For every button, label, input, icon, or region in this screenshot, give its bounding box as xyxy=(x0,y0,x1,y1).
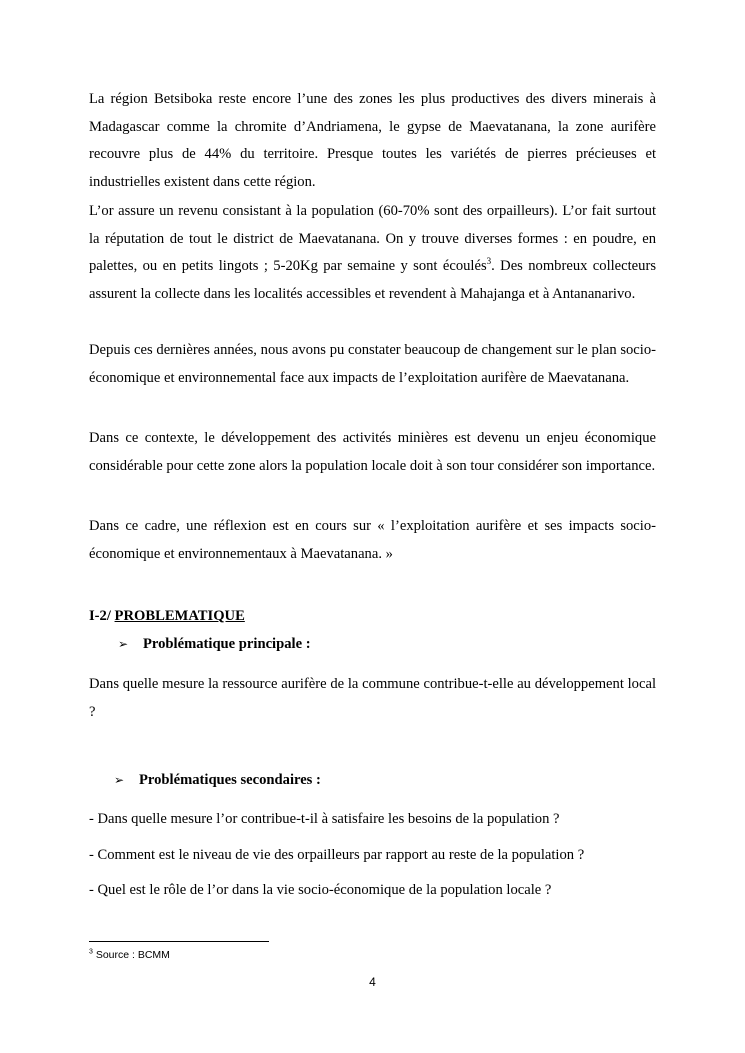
footnote-reference: 3 xyxy=(486,256,492,267)
secondary-problems-label: Problématiques secondaires : xyxy=(139,772,321,788)
paragraph-contexte: Dans ce contexte, le développement des activités minières est devenu un enjeu économique considérable pour cette zone alors la population locale doit à son tour considérer son importance. xyxy=(89,430,656,474)
paragraph-or-revenu-end: . Des nombreux collecteurs assurent la collecte dans les localités accessibles et revendent à Mahajanga et à Antananarivo. xyxy=(89,258,656,302)
arrow-bullet-icon: ➢ xyxy=(114,773,125,787)
section-number: I-2/ xyxy=(89,608,115,624)
main-problem-heading xyxy=(118,633,311,655)
footnote xyxy=(89,948,170,962)
section-title: PROBLEMATIQUE xyxy=(114,608,245,624)
footnote-text: Source : BCMM xyxy=(92,949,170,961)
arrow-bullet-icon: ➢ xyxy=(118,637,129,651)
main-problem-question: Dans quelle mesure la ressource aurifère de la commune contribue-t-elle au développement local ? xyxy=(89,676,656,720)
paragraph-or-revenu xyxy=(89,198,656,308)
paragraph-betsiboka: La région Betsiboka reste encore l’une des zones les plus productives des divers minerais à Madagascar comme la chromite d’Andriamena, le gypse de Maevatanana, la zone aurifère recouvre plus de 44% du territoire. Presque toutes les variétés de pierres précieuses et industrielles existent dans cette région. xyxy=(89,91,656,190)
footnote-separator xyxy=(89,941,269,942)
paragraph-changement: Depuis ces dernières années, nous avons pu constater beaucoup de changement sur le plan socio-économique et environnemental face aux impacts de l’exploitation aurifère de Maevatanana. xyxy=(89,342,656,386)
secondary-question-1: - Dans quelle mesure l’or contribue-t-il à satisfaire les besoins de la population ? xyxy=(89,811,560,827)
secondary-problems-heading xyxy=(114,769,321,791)
secondary-question-3: - Quel est le rôle de l’or dans la vie socio-économique de la population locale ? xyxy=(89,882,552,898)
secondary-question-2: - Comment est le niveau de vie des orpailleurs par rapport au reste de la population ? xyxy=(89,847,585,863)
section-heading xyxy=(89,605,245,627)
main-problem-label: Problématique principale : xyxy=(143,636,311,652)
footnote-number: 3 xyxy=(89,948,93,956)
paragraph-cadre: Dans ce cadre, une réflexion est en cours sur « l’exploitation aurifère et ses impacts socio-économique et environnementaux à Maevatanana. » xyxy=(89,518,656,562)
paragraph-or-revenu-start: L’or assure un revenu consistant à la population (60-70% sont des orpailleurs). L’or fait surtout la réputation de tout le district de Maevatanana. On y trouve diverses formes : en poudre, en palettes, ou en petits lingots ; 5-20Kg par semaine y sont écoulés xyxy=(89,203,656,275)
page-number: 4 xyxy=(369,975,376,989)
